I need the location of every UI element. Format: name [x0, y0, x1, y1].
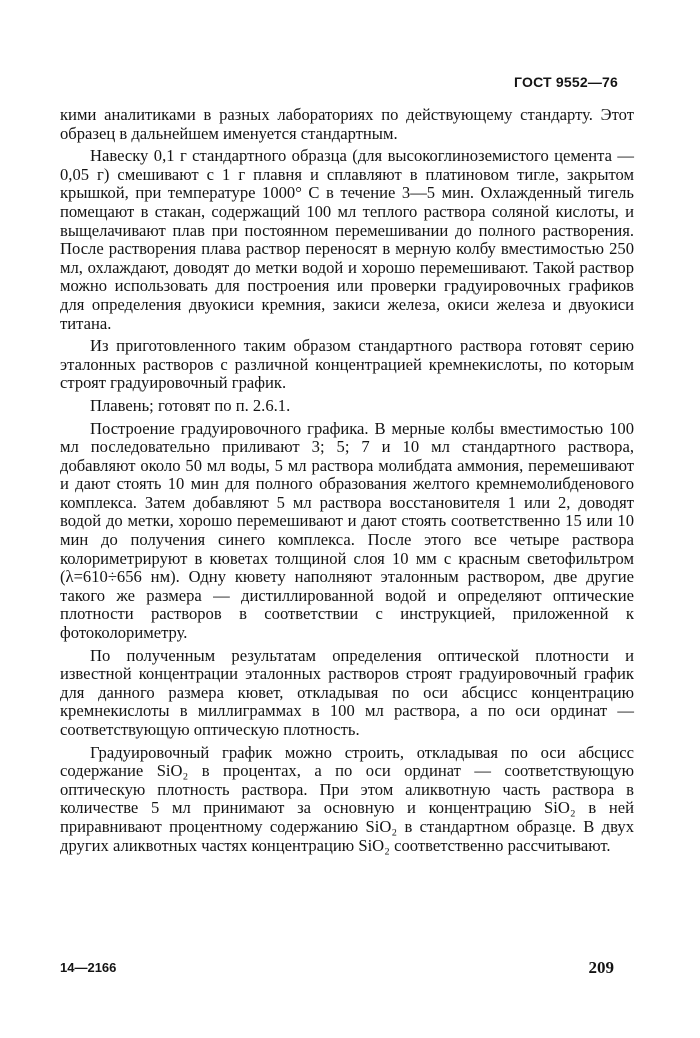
page-number: 209 [588, 958, 614, 977]
print-signature: 14—2166 [60, 960, 117, 975]
paragraph-6: По полученным результатам определения оптической плотности и известной концентрации эталонных растворов строят градуировочный график для данного размера кювет, откладывая по оси абсцисс концентрацию кремнекислоты в миллиграммах в 100 мл раствора, а по оси ординат — соответствующую оптическую плотность. [60, 645, 634, 739]
paragraph-5: Построение градуировочного графика. В мерные колбы вместимостью 100 мл последовательно приливают 3; 5; 7 и 10 мл стандартного раствора, добавляют около 50 мл воды, 5 мл раствора молибдата аммония, перемешивают и дают стоять 10 мин для полного образования желтого кремнемолибденового комплекса. Затем добавляют 5 мл раствора восстановителя 1 или 2, доводят водой до метки, хорошо перемешивают и дают стоять соответственно 15 или 10 мин до получения синего комплекса. После этого все четыре раствора колориметрируют в кюветах толщиной слоя 10 мм с красным светофильтром (λ=610÷656 нм). Одну кювету наполняют эталонным раствором, две другие такого же размера — дистиллированной водой и определяют оптические плотности растворов в соответствии с инструкцией, приложенной к фотоколориметру. [60, 418, 634, 643]
page-header-standard: ГОСТ 9552—76 [514, 74, 618, 90]
document-body [60, 106, 634, 855]
paragraph-7: Градуировочный график можно строить, откладывая по оси абсцисс содержание SiO₂ в процентах, а по оси ординат — соответствующую оптическую плотность раствора. При этом аликвотную часть раствора в количестве 5 мл принимают за основную и концентрацию SiO₂ в ней приравнивают процентному содержанию SiO₂ в стандартном образце. В двух других аликвотных частях концентрацию SiO₂ соответственно рассчитывают. [60, 742, 634, 855]
paragraph-3: Из приготовленного таким образом стандартного раствора готовят серию эталонных растворов с различной концентрацией кремнекислоты, по которым строят градуировочный график. [60, 336, 634, 393]
paragraph-4: Плавень; готовят по п. 2.6.1. [90, 395, 291, 415]
paragraph-2: Навеску 0,1 г стандартного образца (для высокоглиноземистого цемента — 0,05 г) смешивают с 1 г плавня и сплавляют в платиновом тигле, закрытом крышкой, при температуре 1000° С в течение 3—5 мин. Охлажденный тигель помещают в стакан, содержащий 100 мл теплого раствора соляной кислоты, и выщелачивают плав при постоянном перемешивании до полного растворения. После растворения плава раствор переносят в мерную колбу вместимостью 250 мл, охлаждают, доводят до метки водой и хорошо перемешивают. Такой раствор можно использовать для построения или проверки градуировочных графиков для определения двуокиси кремния, закиси железа, окиси железа и двуокиси титана. [60, 146, 634, 333]
paragraph-1: кими аналитиками в разных лабораториях по действующему стандарту. Этот образец в дальнейшем именуется стандартным. [60, 105, 634, 143]
